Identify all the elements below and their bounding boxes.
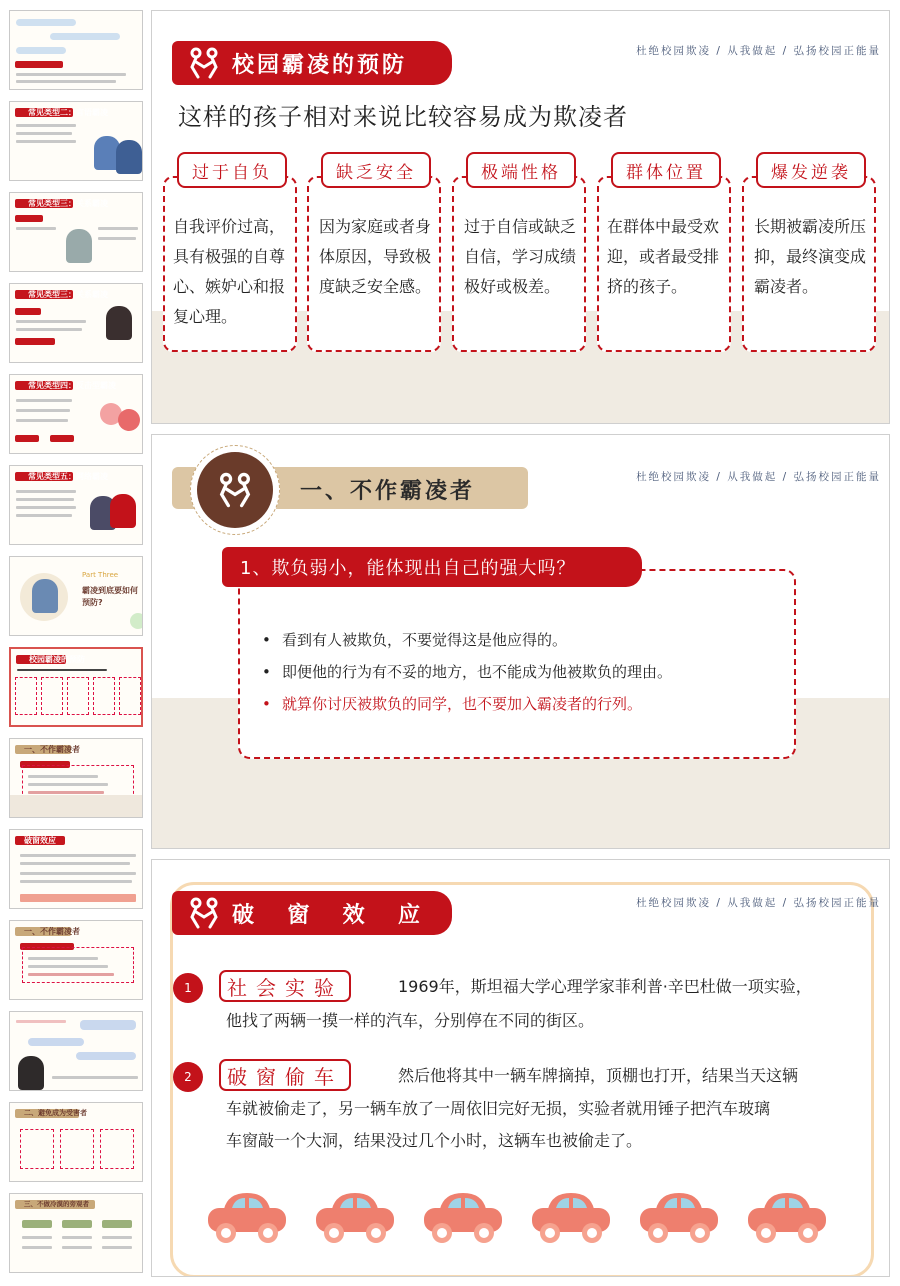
slide-thumbnail-rail[interactable] [0, 0, 150, 1286]
step-text: 车就被偷走了，另一辆车放了一周依旧完好无损，实验者就用锤子把汽车玻璃 [226, 1099, 771, 1118]
slide-thumbnail-2[interactable]: 常见类型二：言语霸凌 [9, 101, 143, 181]
slide-subtitle: 这样的孩子相对来说比较容易成为欺凌者 [178, 103, 628, 131]
car-icon [420, 1187, 506, 1249]
slide-tagline: 杜绝校园欺凌 / 从我做起 / 弘扬校园正能量 [636, 45, 881, 57]
car-icon [528, 1187, 614, 1249]
slide-thumbnail-8[interactable]: 校园霸凌的预防 [9, 647, 143, 727]
car-icon [636, 1187, 722, 1249]
advice-item: • 即便他的行为有不妥的地方，也不能成为他被欺负的理由。 [260, 661, 790, 693]
anti-bullying-logo-badge [190, 445, 280, 535]
trait-card-heading: 过于自负 [177, 152, 287, 188]
trait-card-text: 在群体中最受欢迎，或者最受排挤的孩子。 [607, 217, 720, 296]
slide-tagline: 杜绝校园欺凌 / 从我做起 / 弘扬校园正能量 [636, 897, 881, 909]
slide-thumbnail-6[interactable]: 常见类型五：网络霸凌 [9, 465, 143, 545]
anti-bullying-logo-icon [184, 893, 224, 933]
step-tag: 社会实验 [219, 970, 351, 1002]
trait-card-text: 过于自信或缺乏自信，学习成绩极好或极差。 [464, 217, 577, 296]
slide-bullying-prevention[interactable] [151, 10, 890, 424]
trait-card-insecure [307, 162, 441, 352]
step-number: 2 [173, 1062, 203, 1092]
trait-card-heading: 爆发逆袭 [756, 152, 866, 188]
anti-bullying-logo-icon [184, 43, 224, 83]
slide-thumbnail-10[interactable]: 破窗效应 [9, 829, 143, 909]
slide-thumbnail-5[interactable]: 常见类型四：反击型霸凌 [9, 374, 143, 454]
car-icon [204, 1187, 290, 1249]
step-tag: 破窗偷车 [219, 1059, 351, 1091]
slide-thumbnail-3[interactable]: 常见类型三：关系霸凌 [9, 192, 143, 272]
slide-thumbnail-4[interactable]: 常见类型三：关系霸凌 [9, 283, 143, 363]
trait-card-arrogant [163, 162, 297, 352]
slide-thumbnail-7[interactable]: Part Three 霸凌到底要如何预防? [9, 556, 143, 636]
trait-card-text: 长期被霸凌所压抑，最终演变成霸凌者。 [754, 217, 867, 296]
trait-card-text: 自我评价过高，具有极强的自尊心、嫉妒心和报复心理。 [173, 217, 286, 326]
slide-thumbnail-1[interactable] [9, 10, 143, 90]
slide-thumbnail-12[interactable] [9, 1011, 143, 1091]
anti-bullying-logo-icon [197, 452, 273, 528]
step-text-lead: 然后他将其中一辆车牌摘掉，顶棚也打开，结果当天这辆 [398, 1066, 799, 1085]
slide-not-a-bully[interactable] [151, 434, 890, 849]
step-text: 他找了两辆一摸一样的汽车，分别停在不同的街区。 [226, 1011, 595, 1030]
slide-thumbnail-11[interactable]: 一、不作霸凌者 [9, 920, 143, 1000]
trait-card-heading: 群体位置 [611, 152, 721, 188]
slide-thumbnail-9[interactable]: 一、不作霸凌者 [9, 738, 143, 818]
slide-thumbnail-14[interactable]: 三、不做冷漠的旁观者 [9, 1193, 143, 1273]
step-text: 车窗敲一个大洞，结果没过几个小时，这辆车也被偷走了。 [226, 1131, 643, 1150]
slide-broken-window-effect[interactable] [151, 859, 890, 1277]
slide-title: 一、不作霸凌者 [300, 478, 476, 504]
advice-item-highlight: • 就算你讨厌被欺负的同学，也不要加入霸凌者的行列。 [260, 693, 790, 725]
slide-thumbnail-13[interactable]: 二、避免成为受害者 [9, 1102, 143, 1182]
trait-card-heading: 极端性格 [466, 152, 576, 188]
trait-card-counterattack [742, 162, 876, 352]
trait-card-text: 因为家庭或者身体原因，导致极度缺乏安全感。 [319, 217, 432, 296]
trait-card-group-position [597, 162, 731, 352]
question-heading: 1、欺负弱小，能体现出自己的强大吗？ [222, 547, 642, 587]
slide-title-banner [172, 41, 452, 85]
car-icon [744, 1187, 830, 1249]
advice-list [260, 629, 790, 725]
slide-title: 校园霸凌的预防 [232, 51, 408, 78]
slide-title-banner [172, 891, 452, 935]
trait-card-heading: 缺乏安全 [321, 152, 431, 188]
step-number: 1 [173, 973, 203, 1003]
slide-title: 破 窗 效 应 [232, 901, 426, 928]
advice-item: • 看到有人被欺负，不要觉得这是他应得的。 [260, 629, 790, 661]
step-text-lead: 1969年，斯坦福大学心理学家菲利普·辛巴杜做一项实验， [398, 977, 812, 996]
trait-card-extreme-personality [452, 162, 586, 352]
car-icon [312, 1187, 398, 1249]
slide-tagline: 杜绝校园欺凌 / 从我做起 / 弘扬校园正能量 [636, 471, 881, 483]
